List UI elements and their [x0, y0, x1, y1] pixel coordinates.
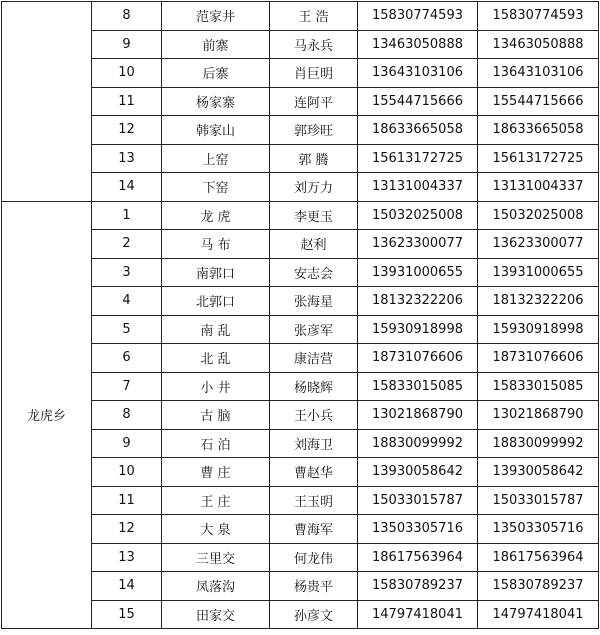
row-number: 10 — [92, 59, 162, 88]
phone-number-alt: 15930918998 — [478, 315, 599, 344]
row-number: 8 — [92, 2, 162, 31]
table-row — [2, 344, 599, 373]
village-name: 马 布 — [162, 230, 270, 259]
phone-number-alt: 13643103106 — [478, 59, 599, 88]
contact-name: 孙彦文 — [270, 600, 358, 629]
township-cell: 龙虎乡 — [2, 201, 92, 629]
village-name: 古 脑 — [162, 401, 270, 430]
row-number: 14 — [92, 173, 162, 202]
village-name: 小 井 — [162, 372, 270, 401]
phone-number: 13931000655 — [358, 258, 478, 287]
phone-number-alt: 13131004337 — [478, 173, 599, 202]
contact-name: 赵利 — [270, 230, 358, 259]
village-name: 范家井 — [162, 2, 270, 31]
row-number: 5 — [92, 315, 162, 344]
phone-number: 13623300077 — [358, 230, 478, 259]
phone-number: 18132322206 — [358, 287, 478, 316]
phone-number: 13463050888 — [358, 30, 478, 59]
table-row — [2, 116, 599, 145]
village-name: 北郭口 — [162, 287, 270, 316]
row-number: 9 — [92, 429, 162, 458]
phone-number: 18731076606 — [358, 344, 478, 373]
phone-number-alt: 15544715666 — [478, 87, 599, 116]
village-name: 南郭口 — [162, 258, 270, 287]
village-name: 后寨 — [162, 59, 270, 88]
table-row — [2, 572, 599, 601]
village-name: 大 泉 — [162, 515, 270, 544]
phone-number-alt: 15830789237 — [478, 572, 599, 601]
contact-name: 肖巨明 — [270, 59, 358, 88]
village-name: 南 乱 — [162, 315, 270, 344]
phone-number: 18617563964 — [358, 543, 478, 572]
village-name: 前寨 — [162, 30, 270, 59]
row-number: 8 — [92, 401, 162, 430]
village-name: 石 泊 — [162, 429, 270, 458]
phone-number-alt: 13503305716 — [478, 515, 599, 544]
table-row — [2, 401, 599, 430]
phone-number: 13503305716 — [358, 515, 478, 544]
table-row — [2, 515, 599, 544]
phone-number-alt: 13623300077 — [478, 230, 599, 259]
phone-number: 18633665058 — [358, 116, 478, 145]
village-name: 田家交 — [162, 600, 270, 629]
table-row — [2, 486, 599, 515]
table-row — [2, 2, 599, 31]
phone-number: 15544715666 — [358, 87, 478, 116]
table-row — [2, 287, 599, 316]
village-name: 曹 庄 — [162, 458, 270, 487]
row-number: 2 — [92, 230, 162, 259]
table-row — [2, 258, 599, 287]
contact-name: 王玉明 — [270, 486, 358, 515]
row-number: 7 — [92, 372, 162, 401]
contact-name: 郭 腾 — [270, 144, 358, 173]
contact-name: 杨贵平 — [270, 572, 358, 601]
row-number: 12 — [92, 116, 162, 145]
phone-number: 15930918998 — [358, 315, 478, 344]
phone-number-alt: 18830099992 — [478, 429, 599, 458]
phone-number-alt: 15033015787 — [478, 486, 599, 515]
row-number: 12 — [92, 515, 162, 544]
phone-number-alt: 15613172725 — [478, 144, 599, 173]
phone-number-alt: 13930058642 — [478, 458, 599, 487]
phone-number-alt: 18132322206 — [478, 287, 599, 316]
row-number: 11 — [92, 486, 162, 515]
village-name: 龙 虎 — [162, 201, 270, 230]
phone-number-alt: 15833015085 — [478, 372, 599, 401]
phone-number-alt: 18731076606 — [478, 344, 599, 373]
village-name: 上窑 — [162, 144, 270, 173]
table-row — [2, 201, 599, 230]
table-row — [2, 429, 599, 458]
table-row — [2, 144, 599, 173]
contact-name: 王小兵 — [270, 401, 358, 430]
phone-number: 15613172725 — [358, 144, 478, 173]
village-name: 凤落沟 — [162, 572, 270, 601]
table-body — [2, 2, 599, 629]
phone-number: 15833015085 — [358, 372, 478, 401]
phone-number: 14797418041 — [358, 600, 478, 629]
phone-number-alt: 18617563964 — [478, 543, 599, 572]
table-row — [2, 372, 599, 401]
phone-number: 13643103106 — [358, 59, 478, 88]
phone-number: 15033015787 — [358, 486, 478, 515]
phone-number: 13930058642 — [358, 458, 478, 487]
row-number: 13 — [92, 144, 162, 173]
contact-name: 何龙伟 — [270, 543, 358, 572]
table-row — [2, 543, 599, 572]
row-number: 10 — [92, 458, 162, 487]
row-number: 14 — [92, 572, 162, 601]
row-number: 3 — [92, 258, 162, 287]
contact-name: 李更玉 — [270, 201, 358, 230]
table-row — [2, 173, 599, 202]
table-row — [2, 458, 599, 487]
phone-number: 18830099992 — [358, 429, 478, 458]
contact-name: 刘万力 — [270, 173, 358, 202]
contact-name: 张海星 — [270, 287, 358, 316]
village-name: 韩家山 — [162, 116, 270, 145]
phone-number-alt: 15830774593 — [478, 2, 599, 31]
phone-number: 13131004337 — [358, 173, 478, 202]
village-name: 北 乱 — [162, 344, 270, 373]
contact-name: 曹海军 — [270, 515, 358, 544]
row-number: 6 — [92, 344, 162, 373]
contact-name: 张彦军 — [270, 315, 358, 344]
table-row — [2, 600, 599, 629]
village-name: 下窑 — [162, 173, 270, 202]
table-row — [2, 315, 599, 344]
contact-name: 安志会 — [270, 258, 358, 287]
contact-name: 连阿平 — [270, 87, 358, 116]
row-number: 11 — [92, 87, 162, 116]
row-number: 9 — [92, 30, 162, 59]
contact-name: 刘海卫 — [270, 429, 358, 458]
row-number: 4 — [92, 287, 162, 316]
contact-name: 王 浩 — [270, 2, 358, 31]
phone-number: 15830789237 — [358, 572, 478, 601]
contact-name: 马永兵 — [270, 30, 358, 59]
phone-number-alt: 13463050888 — [478, 30, 599, 59]
table-row — [2, 230, 599, 259]
phone-number: 13021868790 — [358, 401, 478, 430]
phone-number-alt: 13021868790 — [478, 401, 599, 430]
row-number: 13 — [92, 543, 162, 572]
phone-number-alt: 15032025008 — [478, 201, 599, 230]
row-number: 1 — [92, 201, 162, 230]
contact-name: 曹赵华 — [270, 458, 358, 487]
table-row — [2, 87, 599, 116]
phone-number: 15032025008 — [358, 201, 478, 230]
contact-name: 杨晓辉 — [270, 372, 358, 401]
phone-number-alt: 14797418041 — [478, 600, 599, 629]
phone-number-alt: 13931000655 — [478, 258, 599, 287]
contact-name: 郭珍旺 — [270, 116, 358, 145]
contact-name: 康洁营 — [270, 344, 358, 373]
row-number: 15 — [92, 600, 162, 629]
phone-number: 15830774593 — [358, 2, 478, 31]
village-name: 三里交 — [162, 543, 270, 572]
contact-table — [1, 1, 599, 629]
phone-number-alt: 18633665058 — [478, 116, 599, 145]
village-name: 杨家寨 — [162, 87, 270, 116]
township-cell — [2, 2, 92, 202]
village-name: 王 庄 — [162, 486, 270, 515]
table-row — [2, 30, 599, 59]
table-row — [2, 59, 599, 88]
